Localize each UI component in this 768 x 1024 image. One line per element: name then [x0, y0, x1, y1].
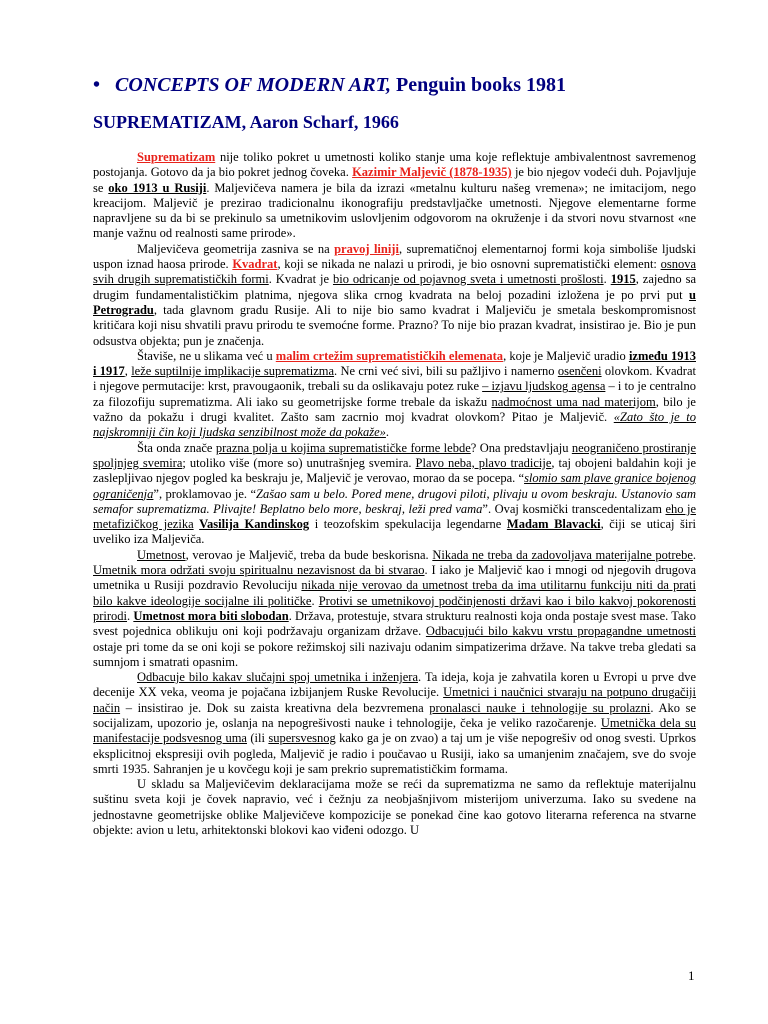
text-run: kako ga je on zvao) a taj um je više nepogrešiv od onog svesti. Uprkos eksplicitnoj ekspresiji ovih pogleda, Maljevič je radio i poučavao u Rusiji, iako sa umanjenim značajem, sve do svoje smrti 1935. Sahranjen je u kovčegu koji je sam prekrio suprematističkim formama.	[93, 731, 697, 776]
emphasized-text: Umetnost mora biti slobodan	[133, 608, 289, 623]
text-run: U skladu sa Maljevičevim deklaracijama može se reći da suprematizma ne samo da reflektuje materijalnu suštinu sveta koji je čovek napravio, već i čežnju za neobjašnjivom misterijom univerzuma. Iako su svedene na jednostavne geometrijske oblike Maljevičeve kompozicije se ponekad čine kao gotovo literarna referenca na stvarne objekte: avion u letu, arhitektonski blokovi kao viđeni odozgo. U	[93, 777, 696, 838]
article-body	[93, 150, 696, 838]
text-run: .	[692, 547, 697, 562]
text-run: , zajedno sa drugim fundamentalističkim platnima, njegova slika crnog kvadrata na beloj pozadini izložena je po prvi put	[93, 272, 697, 302]
emphasized-text: prazna polja u kojima suprematističke forme lebde	[215, 440, 471, 455]
title-italic: CONCEPTS OF MODERN ART,	[115, 74, 391, 96]
text-run: nije toliko pokret u umetnosti koliko stanje uma koje reflektuje ambivalentnost savremenog postojanja. Gotovo da ja bio pokret jednog čoveka.	[93, 150, 696, 180]
text-run: ostaje pri tome da se oni koji se pokore režimskoj sili nazivaju odanim simpatizerima države. Na takve treba gledati sa sumnjom i smatrati opasnim.	[93, 639, 696, 669]
paragraph	[93, 441, 696, 548]
emphasized-text: nadmoćnost uma nad materijom	[491, 394, 656, 409]
text-run: . Država, protestuje, stvara strukturu realnosti koja onda postaje svest mase. Tako svest pojednica oblikuju oni koji podržavaju organizam države.	[93, 608, 697, 639]
document-subtitle: SUPREMATIZAM, Aaron Scharf, 1966	[93, 112, 399, 132]
paragraph	[93, 242, 696, 349]
emphasized-text: između 1913 i 1917	[93, 348, 696, 379]
emphasized-text: u Petrogradu	[93, 287, 696, 317]
text-run: Maljevičeva geometrija zasniva se na	[137, 241, 335, 256]
text-run: , verovao je Maljevič, treba da bude beskorisna.	[185, 547, 433, 562]
emphasized-text: Umetnik mora održati svoju spiritualnu nezavisnost da bi stvarao	[93, 563, 425, 578]
text-run: .	[311, 593, 319, 608]
text-run: , tada glavnom gradu Rusije. Ali to nije bio samo kvadrat i Maljeviču je smetala beskompromisnost kritičara koji nisu shvatili pravu prirodu te svemoćne forme. Prazno? To nije bio prazan kvadrat, insistirao je. Bio je pun odsustva objekta; pun je značenja.	[93, 302, 696, 348]
text-run: .	[385, 425, 390, 440]
emphasized-text: bio odricanje od pojavnog sveta i umetnosti prošlosti	[332, 272, 604, 287]
emphasized-text: Plavo neba, plavo tradicije	[415, 455, 552, 470]
emphasized-text: Protivi se umetnikovoj podčinjenosti državi kao i bilo kakvoj pokorenosti prirodi	[93, 593, 696, 623]
text-run: .	[127, 608, 134, 623]
emphasized-text: Odbacuje bilo kakav slučajni spoj umetnika i inženjera	[137, 670, 418, 685]
emphasized-text: osnova svih drugih suprematističkih formi	[93, 257, 696, 287]
text-run: ? Ona predstavljaju	[470, 440, 572, 455]
emphasized-text: Suprematizam	[137, 150, 216, 164]
emphasized-text: Kvadrat	[232, 257, 278, 272]
emphasized-text: Vasilija Kandinskog	[199, 517, 310, 532]
emphasized-text: pravoj liniji	[334, 241, 399, 256]
text-run: . Ta ideja, koja je zahvatila koren u Evropi u prve dve decenije XX veka, veoma je pojačana izbijanjem Ruske Revolucije.	[93, 670, 696, 700]
emphasized-text: neograničeno prostiranje spoljnjeg svemira	[93, 440, 697, 470]
emphasized-text: Odbacujući bilo kakvu vrstu propagandne umetnosti	[425, 624, 696, 639]
text-run: ; utoliko više (more so) unutrašnjeg svemira.	[182, 455, 416, 470]
text-run: – i to je centralno za filozofiju suprematizma. Ali iako su geometrijske forme trebale da iskažu	[93, 379, 696, 409]
page-number: 1	[688, 968, 695, 983]
emphasized-text: – izjavu ljudskog agensa	[482, 379, 606, 394]
text-run: , čiji se uticaj širi uveliko iza Maljeviča.	[93, 517, 696, 547]
emphasized-text: osenčeni	[557, 364, 602, 379]
text-run: , taj obojeni baldahin koji je zaslepljivao njegov pogled ka beskraju je, Maljevič je verovao, morao da se pocepa. “	[93, 455, 696, 486]
emphasized-text: Nikada ne treba da zadovoljava materijalne potrebe	[432, 547, 693, 562]
text-run: Štaviše, ne u slikama već u	[137, 348, 276, 363]
title-rest: Penguin books 1981	[391, 74, 567, 96]
paragraph	[93, 777, 696, 838]
text-run: ”, proklamovao je. “	[153, 486, 257, 501]
text-run: ,	[124, 364, 132, 379]
document-title	[93, 74, 566, 97]
text-run: . Maljevičeva namera je bila da izrazi «metalnu kulturu našeg vremena»; ne imitacijom, nego kreacijom. Maljevič je prezirao tradicionalnu ikonografiju predstavljačke umetnosti. Njegove elementarne forme napravljene su da bi se prekinulo sa umetnikovim uslovljenim odgovorom na okruženje i da stvori novu stvarnost «ne manje važnu od realnosti same prirode».	[93, 180, 696, 241]
text-run: . Ne crni već sivi, bili su pažljivo i namerno	[334, 364, 558, 379]
text-run: Šta onda znače	[137, 440, 216, 455]
emphasized-text: eho je metafizičkog jezika	[93, 501, 697, 532]
emphasized-text: slomio sam plave granice bojenog ograničenja	[93, 471, 696, 501]
emphasized-text: pronalasci nauke i tehnologije su prolazni	[429, 700, 651, 715]
paragraph	[93, 548, 696, 670]
paragraph	[93, 349, 696, 441]
text-run: , koji se nikada ne nalazi u prirodi, je bio osnovni suprematistički element:	[277, 257, 661, 272]
emphasized-text: 1915	[610, 272, 636, 287]
emphasized-text: supersvesnog	[268, 731, 336, 746]
text-run: , bilo je važno da pokažu i drugi kvalitet. Zašto sam zacrnio moj kvadrat olovkom? Pitao je Maljevič.	[93, 394, 696, 425]
emphasized-text: oko 1913 u Rusiji	[108, 180, 207, 195]
bullet-icon: •	[93, 74, 101, 96]
text-run: . Kvadrat je	[268, 272, 333, 287]
text-run: . Ako se socijalizam, upozorio je, oslanja na nepogrešivosti nauke i tehnologije, čeka je veliko razočarenje.	[93, 700, 697, 730]
text-run: , suprematičnoj elementarnoj formi koja simboliše ljudski uspon iznad haosa prirode.	[93, 241, 696, 272]
emphasized-text: nikada nije verovao da umetnost treba da ima utilitarnu funkciju niti da prati bilo kakve ideologije socijalne ili političke	[93, 578, 696, 608]
emphasized-text: Umetnost	[137, 547, 186, 562]
paragraph	[93, 150, 696, 242]
text-run: i teozofskim spekulacija legendarne	[309, 517, 507, 532]
emphasized-text: Madam Blavacki	[506, 517, 601, 532]
text-run: .	[603, 272, 611, 287]
emphasized-text: Umetnička dela su manifestacije podsvesnog uma	[93, 715, 696, 746]
emphasized-text: «Zato što je to najskromniji čin koji ljudska senzibilnost može da pokaže»	[93, 410, 696, 440]
emphasized-text: Kazimir Maljevič (1878-1935)	[352, 165, 512, 180]
text-run: ”. Ovaj kosmički transcedentalizam	[482, 501, 666, 516]
text-run: je bio njegov vodeći duh. Pojavljuje se	[93, 165, 696, 195]
emphasized-text: Umetnici i naučnici stvaraju na potpuno drugačiji način	[93, 685, 696, 715]
emphasized-text: Zašao sam u belo. Pored mene, drugovi piloti, plivaju u ovom beskraju. Ustanovio sam semafor suprematizma. Plivajte! Beplatno belo more, beskraj, leži pred vama	[93, 486, 696, 516]
text-run: , koje je Maljevič uradio	[503, 348, 629, 363]
emphasized-text: leže suptilnije implikacije suprematizma	[131, 364, 335, 379]
text-run: – insistirao je. Dok su zaista kreativna dela bezvremena	[120, 700, 430, 715]
emphasized-text: malim crtežim suprematističkih elemenata	[275, 348, 504, 363]
text-run: . I iako je Maljevič kao i mnogi od njegovih drugova umetnika u Rusiji pozdravio Revoluciju	[93, 563, 696, 593]
text-run: olovkom. Kvadrat i njegove permutacije: krst, pravougaonik, trebali su da oslikavaju potez ruke	[93, 364, 696, 394]
paragraph	[93, 670, 696, 777]
text-run: (ili	[246, 731, 269, 746]
